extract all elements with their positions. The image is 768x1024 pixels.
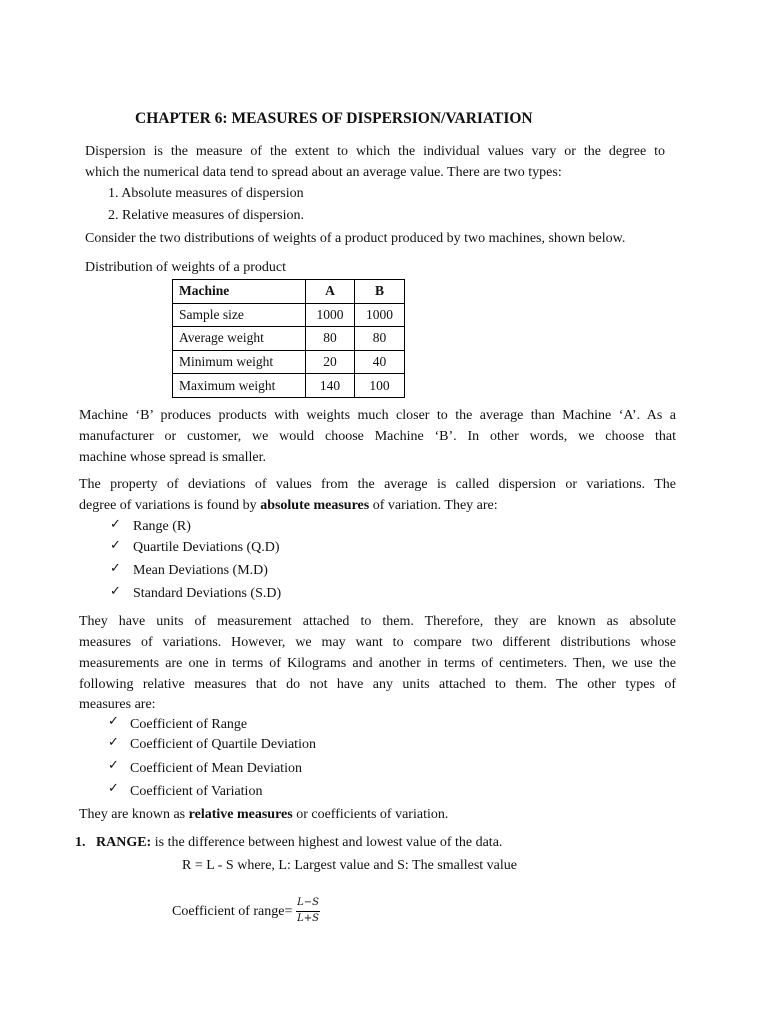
- table-cell: Average weight: [173, 327, 306, 351]
- check-icon: ✓: [110, 517, 121, 532]
- table-cell: Minimum weight: [173, 350, 306, 374]
- absolute-list-item: Quartile Deviations (Q.D): [133, 540, 280, 555]
- property-para-line-1: The property of deviations of values from the average is called dispersion or variations. The: [79, 477, 676, 492]
- relative-list-item: Coefficient of Mean Deviation: [130, 761, 302, 776]
- coefficient-of-range-label: Coefficient of range=: [172, 904, 293, 919]
- known-para: [79, 807, 448, 823]
- units-para-line-1: They have units of measurement attached to them. Therefore, they are known as absolute: [79, 614, 676, 629]
- range-number: 1.: [75, 835, 86, 850]
- units-para-line-5: measures are:: [79, 697, 156, 712]
- type-item-1: 1. Absolute measures of dispersion: [108, 186, 304, 201]
- intro-line-2: which the numerical data tend to spread about an average value. There are two types:: [85, 165, 562, 180]
- table-cell: 80: [306, 327, 355, 351]
- check-icon: ✓: [110, 538, 121, 553]
- table-row: [173, 327, 405, 351]
- table-cell: 140: [306, 374, 355, 398]
- weights-table: [172, 279, 405, 398]
- machine-para-line-1: Machine ‘B’ produces products with weights much closer to the average than Machine ‘A’. As a: [79, 408, 676, 423]
- check-icon: ✓: [110, 584, 121, 599]
- table-cell: 20: [306, 350, 355, 374]
- table-cell: 80: [355, 327, 405, 351]
- absolute-list-item: Mean Deviations (M.D): [133, 563, 268, 578]
- table-cell: 1000: [355, 303, 405, 327]
- table-header-machine: Machine: [173, 280, 306, 304]
- intro-line-1: Dispersion is the measure of the extent to which the individual values vary or the degree to: [85, 144, 665, 159]
- table-row: [173, 350, 405, 374]
- table-cell: Maximum weight: [173, 374, 306, 398]
- absolute-measures-term: absolute measures: [260, 498, 370, 513]
- property-text: degree of variations is found by: [79, 498, 261, 513]
- check-icon: ✓: [110, 561, 121, 576]
- units-para-line-2: measures of variations. However, we may want to compare two different distributions whose: [79, 635, 676, 650]
- units-para-line-4: following relative measures that do not have any units attached to them. The other types of: [79, 677, 676, 692]
- property-text-end: of variation. They are:: [369, 498, 498, 513]
- machine-para-line-3: machine whose spread is smaller.: [79, 450, 267, 465]
- known-text: They are known as: [79, 807, 189, 822]
- relative-list-item: Coefficient of Variation: [130, 784, 263, 799]
- fraction-numerator: L−S: [297, 897, 319, 908]
- units-para-line-3: measurements are one in terms of Kilograms and another in terms of centimeters. Then, we use the: [79, 656, 676, 671]
- table-header-b: B: [355, 280, 405, 304]
- range-heading: RANGE:: [96, 835, 152, 850]
- relative-list-item: Coefficient of Range: [130, 717, 248, 732]
- table-row: [173, 303, 405, 327]
- known-text-end: or coefficients of variation.: [292, 807, 449, 822]
- range-formula: R = L - S where, L: Largest value and S: The smallest value: [182, 858, 518, 873]
- check-icon: ✓: [108, 758, 119, 773]
- check-icon: ✓: [108, 781, 119, 796]
- type-item-2: 2. Relative measures of dispersion.: [108, 208, 304, 223]
- table-cell: 40: [355, 350, 405, 374]
- relative-measures-term: relative measures: [188, 807, 293, 822]
- check-icon: ✓: [108, 714, 119, 729]
- table-cell: Sample size: [173, 303, 306, 327]
- table-cell: 1000: [306, 303, 355, 327]
- page-title: CHAPTER 6: MEASURES OF DISPERSION/VARIATION: [135, 110, 533, 127]
- table-row: [173, 374, 405, 398]
- machine-para-line-2: manufacturer or customer, we would choose Machine ‘B’. In other words, we choose that: [79, 429, 676, 444]
- range-section-heading: [75, 835, 502, 851]
- consider-line: Consider the two distributions of weights of a product produced by two machines, shown below.: [85, 231, 626, 246]
- range-definition: is the difference between highest and lowest value of the data.: [151, 835, 503, 850]
- absolute-list-item: Range (R): [133, 519, 191, 534]
- fraction-denominator: L+S: [297, 913, 319, 924]
- fraction-bar: [296, 911, 320, 912]
- check-icon: ✓: [108, 735, 119, 750]
- table-caption: Distribution of weights of a product: [85, 260, 287, 275]
- property-para-line-2: [79, 498, 498, 514]
- relative-list-item: Coefficient of Quartile Deviation: [130, 737, 316, 752]
- table-header-a: A: [306, 280, 355, 304]
- absolute-list-item: Standard Deviations (S.D): [133, 586, 282, 601]
- table-cell: 100: [355, 374, 405, 398]
- table-header-row: [173, 280, 405, 304]
